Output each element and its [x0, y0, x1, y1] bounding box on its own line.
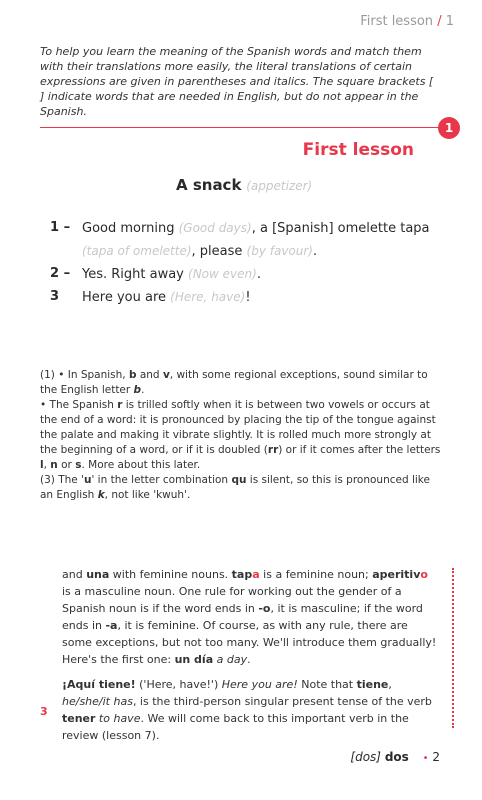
footer-page-number: 2 — [432, 750, 440, 764]
dialogue-line-2 — [50, 263, 450, 286]
footer-dot: • — [422, 753, 429, 764]
line-text: Here you are — [82, 290, 167, 305]
line-number: 1 – — [50, 220, 71, 235]
line-text: . — [256, 267, 261, 282]
note-marker: 3 — [40, 705, 48, 718]
line-text: , please — [191, 244, 243, 259]
header-slash: / — [437, 14, 442, 29]
running-header — [360, 14, 454, 29]
note-2: • The Spanish r is trilled softly when it is between two vowels or occurs at the end of a word: it is pronounced by placing the tip of the tongue against the palate and making it vibrate slightly. It is rolled much more strongly at the beginning of a word, or if it is doubled (rr) or if it comes after the letters l, n or s. More about this later. — [40, 399, 441, 471]
page-footer — [350, 750, 440, 764]
lesson-number-badge: 1 — [438, 117, 460, 139]
line-gloss: (tapa of omelette) — [82, 244, 192, 258]
line-text: Good morning — [82, 221, 175, 236]
lesson-title: First lesson — [302, 140, 414, 160]
grammar-paragraph-2: ¡Aquí tiene! ('Here, have!') Here you are! Note that tiene, he/she/it has, is the third-person singular present tense of the verb tener to have. We will come back to this important verb in the review (lesson 7). — [62, 678, 432, 742]
line-gloss: (Here, have) — [170, 290, 246, 304]
note-1: (1) • In Spanish, b and v, with some regional exceptions, sound similar to the English letter b. — [40, 369, 428, 396]
dialogue-line-1-cont — [50, 240, 450, 263]
grammar-paragraph-1: and una with feminine nouns. tapa is a feminine noun; aperitivo is a masculine noun. One rule for working out the gender of a Spanish noun is if the word ends in -o, it is masculine; if the word ends in -a, it is feminine. Of course, as with any rule, there are some exceptions, but not too many. We'll introduce them gradually! Here's the first one: un día a day. — [62, 568, 437, 666]
section-rule — [40, 127, 440, 128]
dialogue-title-main: A snack — [176, 176, 242, 194]
line-text: ! — [245, 290, 251, 305]
line-number: 2 – — [50, 266, 71, 281]
dialogue-title — [176, 176, 312, 194]
line-number: 3 — [50, 289, 60, 304]
header-page: 1 — [445, 14, 454, 29]
notes — [40, 368, 444, 503]
footer-pronunciation: [dos] — [350, 750, 381, 764]
line-text: . — [313, 244, 318, 259]
dialogue-line-3 — [50, 286, 450, 309]
margin-dotted-line — [452, 568, 454, 728]
grammar-text — [62, 566, 438, 752]
dialogue — [50, 217, 450, 309]
dialogue-title-gloss: (appetizer) — [246, 179, 313, 193]
note-3: (3) The 'u' in the letter combination qu is silent, so this is pronounced like an English k, not like 'kwuh'. — [40, 474, 430, 501]
intro-paragraph: To help you learn the meaning of the Spanish words and match them with their translations more easily, the literal translations of certain expressions are given in parentheses and italics. The square brackets [ ] indicate words that are needed in English, but do not appear in the Spanish. — [40, 45, 434, 118]
line-text: Yes. Right away — [82, 267, 184, 282]
line-gloss: (by favour) — [246, 244, 313, 258]
line-text: , a [Spanish] omelette tapa — [251, 221, 430, 236]
header-lesson: First lesson — [360, 14, 434, 29]
footer-word: dos — [384, 750, 409, 764]
line-gloss: (Good days) — [178, 221, 252, 235]
line-gloss: (Now even) — [188, 267, 257, 281]
dialogue-line-1 — [50, 217, 450, 240]
